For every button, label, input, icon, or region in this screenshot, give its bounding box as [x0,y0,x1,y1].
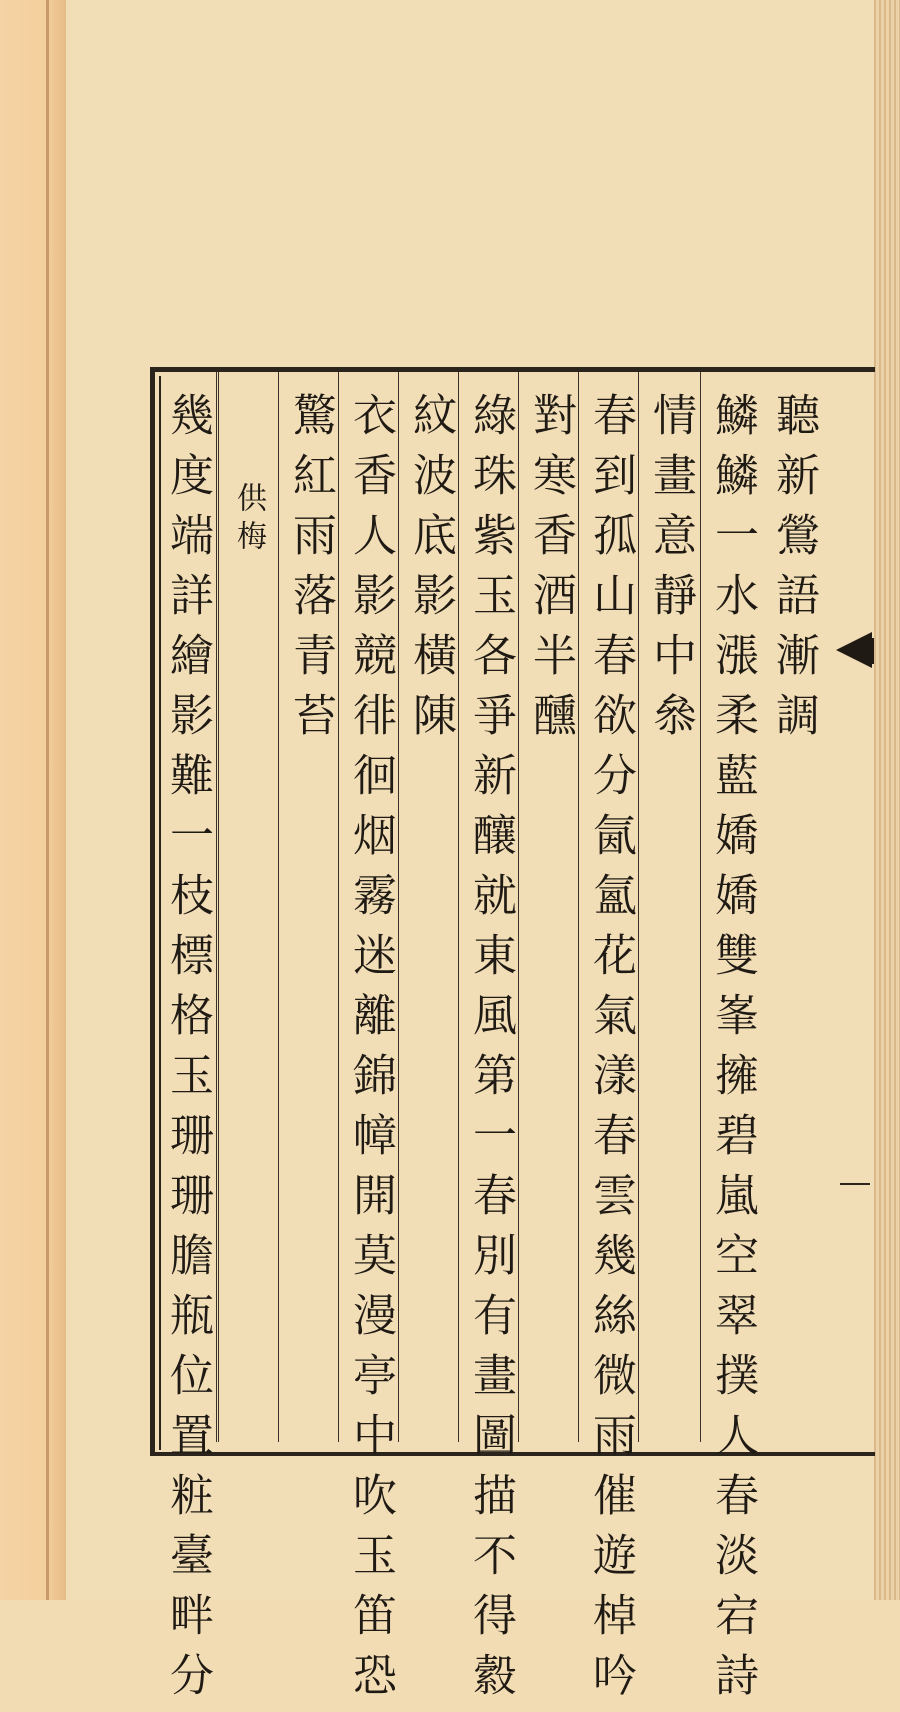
text-column [700,372,763,1712]
text-column [638,372,701,1442]
text-column [278,372,341,1442]
text-column [762,372,824,1442]
column-text: 綠珠紫玉各爭新釀就東風第一春別有畫圖描不得縠 [465,392,516,1712]
text-column [458,372,521,1712]
column-text: 鱗鱗一水漲柔藍嬌嬌雙峯擁碧嵐空翠撲人春淡宕詩 [707,392,758,1712]
margin-mark [840,1183,870,1185]
column-text: 幾度端詳繪影難一枝標格玉珊珊膽瓶位置粧臺畔分 [162,392,213,1712]
fishtail-bar [868,638,874,664]
column-text: 衣香人影競徘徊烟霧迷離錦幛開莫漫亭中吹玉笛恐 [345,392,396,1712]
fishtail-mark [836,632,872,668]
text-column [518,372,581,1442]
page-fore-edge [874,0,900,1600]
column-text: 驚紅雨落青苔 [285,392,336,752]
text-column [578,372,641,1712]
poem-title: 供梅 [231,482,266,558]
text-column [156,372,218,1712]
column-text: 情畫意靜中叅 [645,392,696,752]
book-gutter [0,0,68,1600]
text-column [398,372,461,1442]
column-text: 紋波底影橫陳 [405,392,456,752]
gutter-fold-line [46,0,49,1600]
column-text: 聽新鶯語漸調 [768,392,819,752]
text-column [338,372,401,1712]
column-text: 春到孤山春欲分氤氳花氣漾春雲幾絲微雨催遊棹吟 [585,392,636,1712]
column-text: 對寒香酒半醺 [525,392,576,752]
title-column [216,372,279,1442]
